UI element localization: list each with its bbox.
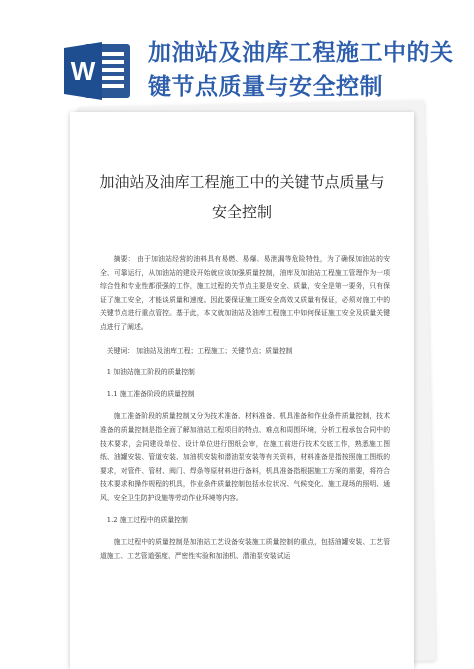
body-paragraph: 施工准备阶段的质量控制又分为技术准备、材料准备、机具准备和作业条件质量控制，技术准备的质量控制是指全面了解加油站工程项目的特点、难点和周围环境，分析工程承包合同中的技术要求，会同建设单位、设计单位进行图纸会审，在施工前进行技术交底工作，熟悉施工图纸、油罐安装、管道安装、加油机安装和潜油泵安装等有关资料，材料准备是指按照施工图纸的要求，对管件、管材、阀门、焊条等原材料进行备料，机具准备指根据施工方案的需要，将符合技术要求和操作规程的机具，作业条件质量控制包括水位状况、气候变化、施工现场的照明、通风、安全卫生防护设施等劳动作业环境等内容。 <box>100 412 390 502</box>
body-paragraph: 施工过程中的质量控制是加油站工艺设备安装施工质量控制的重点，包括油罐安装、工艺管道施工、工艺管道强度、严密性实验和加油机、潜油泵安装试运 <box>100 538 390 560</box>
word-document-icon <box>62 38 134 104</box>
header-title: 加油站及油库工程施工中的关键节点质量与安全控制 <box>148 40 454 100</box>
subsection-heading: 1.1 施工准备阶段的质量控制 <box>106 389 195 398</box>
svg-text:W: W <box>70 56 96 86</box>
section-heading: 1 加油站施工阶段的质量控制 <box>106 368 195 377</box>
document-page <box>70 112 414 669</box>
document-body <box>100 253 390 563</box>
keywords-line: 关键词： 加油站及油库工程；工程施工；关键节点；质量控制 <box>106 346 293 355</box>
subsection-heading: 1.2 施工过程中的质量控制 <box>106 515 188 524</box>
abstract-paragraph: 摘要： 由于加油站经营的油料具有易燃、易爆、易泄漏等危险特性，为了确保加油站的安全、可靠运行，从加油站的建设开始就应该加强质量控制，油库及加油站工程施工管理作为一项综合性和专业性都很强的工作，施工过程的关节点主要是安全、质量，安全是第一要务，只有保证了施工安全，才能谈质量和速度。因此要保证施工既安全高效又质量有保证，必须对施工中的关键节点进行重点管控。基于此，本文就加油站及油库工程施工中如何保证施工安全及质量关键点进行了阐述。 <box>100 255 390 331</box>
document-title: 加油站及油库工程施工中的关键节点质量与安全控制 <box>99 173 385 221</box>
